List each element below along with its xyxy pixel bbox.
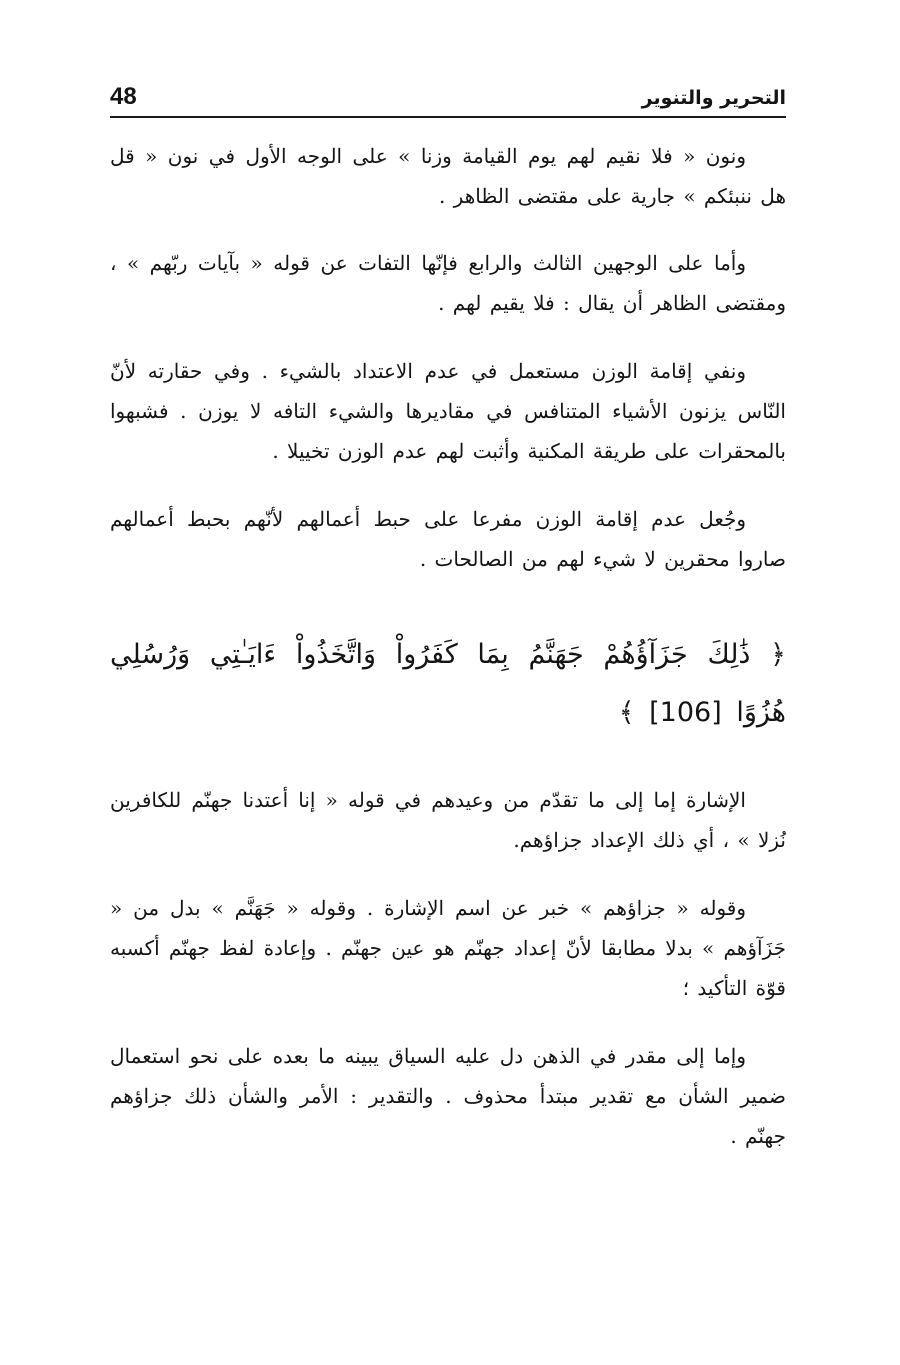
paragraph: وأما على الوجهين الثالث والرابع فإنّها التفات عن قوله « بآيات ربّهم » ، ومقتضى الظاهر أن يقال : فلا يقيم لهم . <box>110 251 786 315</box>
paragraph: وقوله « جزاؤهم » خبر عن اسم الإشارة . وقوله « جَهَنَّم » بدل من « جَزَآؤهم » بدلا مطابقا لأنّ إعداد جهنّم هو عين جهنّم . وإعادة لفظ جهنّم أكسبه قوّة التأكيد ؛ <box>110 896 786 1000</box>
page-header <box>110 84 786 114</box>
paragraph: الإشارة إما إلى ما تقدّم من وعيدهم في قوله « إنا أعتدنا جهنّم للكافرين نُزلا » ، أي ذلك الإعداد جزاؤهم. <box>110 788 786 852</box>
running-title: التحرير والتنوير <box>641 87 786 109</box>
paragraph: وجُعل عدم إقامة الوزن مفرعا على حبط أعمالهم لأنّهم بحبط أعمالهم صاروا محقرين لا شيء لهم من الصالحات . <box>110 507 786 571</box>
paragraph: ونفي إقامة الوزن مستعمل في عدم الاعتداد بالشيء . وفي حقارته لأنّ النّاس يزنون الأشياء المتنافس في مقاديرها والشيء التافه لا يوزن . فشبهوا بالمحقرات على طريقة المكنية وأثبت لهم عدم الوزن تخييلا . <box>110 359 786 463</box>
quran-verse: ﴿ ذَٰلِكَ جَزَآؤُهُمْ جَهَنَّمُ بِمَا كَفَرُواْ وَاتَّخَذُواْ ءَايَـٰتِي وَرُسُلِي هُزُوًا [106] ﴾ <box>110 639 786 728</box>
page-number: 48 <box>110 83 137 110</box>
paragraph: ونون « فلا نقيم لهم يوم القيامة وزنا » على الوجه الأول في نون « قل هل ننبئكم » جارية على مقتضى الظاهر . <box>110 144 786 208</box>
paragraph: وإما إلى مقدر في الذهن دل عليه السياق يبينه ما بعده على نحو استعمال ضمير الشأن مع تقدير مبتدأ محذوف . والتقدير : الأمر والشأن ذلك جزاؤهم جهنّم . <box>110 1044 786 1148</box>
page-body <box>110 136 786 1184</box>
header-divider <box>110 116 786 118</box>
